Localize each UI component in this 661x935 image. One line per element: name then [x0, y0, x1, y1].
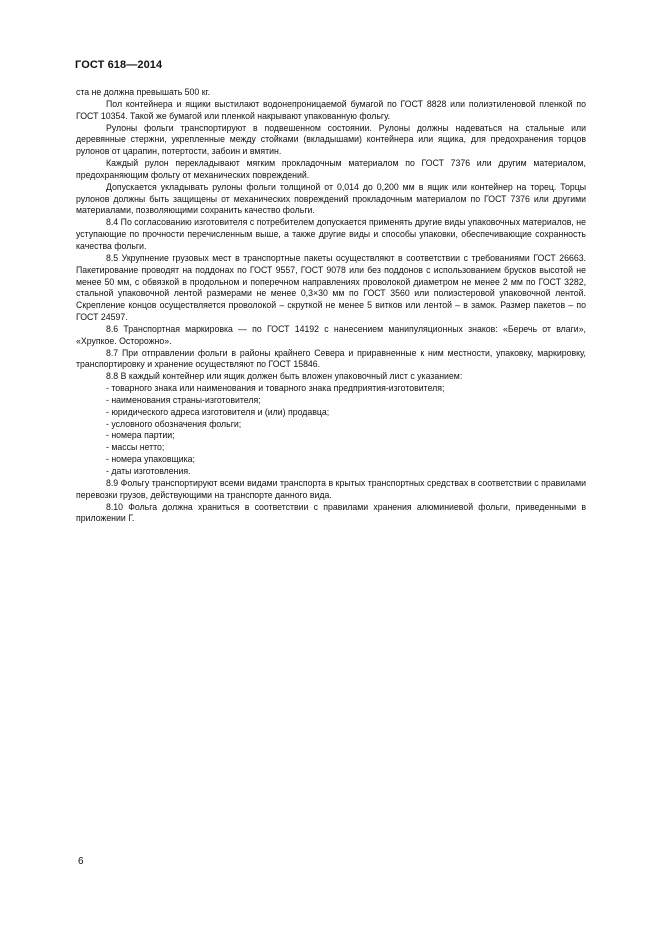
- paragraph: Пол контейнера и ящики выстилают водонепроницаемой бумагой по ГОСТ 8828 или полиэтиленовой пленкой по ГОСТ 10354. Такой же бумагой или пленкой накрывают упакованную фольгу.: [76, 98, 586, 121]
- list-item: - номера партии;: [106, 430, 175, 441]
- list-item: - товарного знака или наименования и товарного знака предприятия-изготовителя;: [106, 383, 445, 394]
- list-item: - номера упаковщика;: [106, 454, 195, 465]
- list-item: - юридического адреса изготовителя и (или) продавца;: [106, 406, 330, 417]
- list-item: - условного обозначения фольги;: [106, 418, 242, 429]
- list-item: - наименования страны-изготовителя;: [106, 394, 261, 405]
- paragraph: Каждый рулон перекладывают мягким прокладочным материалом по ГОСТ 7376 или другим материалом, предохраняющим фольгу от механических повреждений.: [76, 158, 586, 180]
- list-item: - даты изготовления.: [106, 466, 191, 476]
- paragraph-8-7: 8.7 При отправлении фольги в районы крайнего Севера и приравненные к ним местности, упаковку, маркировку, транспортировку и хранение осуществляют по ГОСТ 15846.: [76, 347, 586, 370]
- paragraph: ста не должна превышать 500 кг.: [76, 87, 211, 97]
- paragraph-8-5: 8.5 Укрупнение грузовых мест в транспортные пакеты осуществляют в соответствии с требованиями ГОСТ 26663. Пакетирование проводят на поддонах по ГОСТ 9557, ГОСТ 9078 или без поддонов с использованием брусков высотой не менее 50 мм, с обвязкой в продольном и поперечном направлениях проволокой диаметром не менее 2 мм по ГОСТ 3282, стальной упаковочной лентой размерами не менее 0,3×30 мм по ГОСТ 3560 или полиэстеровой упаковочной лентой. Скрепление концов осуществляется проволокой – скруткой не менее 5 витков или лентой – в замок. Размер пакетов – по ГОСТ 24597.: [76, 252, 586, 323]
- paragraph-8-6: 8.6 Транспортная маркировка — по ГОСТ 14192 с нанесением манипуляционных знаков: «Беречь от влаги», «Хрупкое. Осторожно».: [76, 323, 586, 346]
- paragraph-8-9: 8.9 Фольгу транспортируют всеми видами транспорта в крытых транспортных средствах в соответствии с правилами перевозки грузов, действующими на транспорте данного вида.: [76, 477, 586, 500]
- list-item: - массы нетто;: [106, 442, 165, 453]
- paragraph-8-8: 8.8 В каждый контейнер или ящик должен быть вложен упаковочный лист с указанием:: [106, 371, 463, 382]
- page-number: 6: [78, 856, 84, 867]
- paragraph: Рулоны фольги транспортируют в подвешенном состоянии. Рулоны должны надеваться на стальные или деревянные стержни, укрепленные между стойками (вкладышами) контейнера или ящика, для предохранения торцов рулонов от царапин, потертости, забоин и вмятин.: [76, 122, 586, 157]
- document-header-title: ГОСТ 618—2014: [75, 59, 163, 71]
- paragraph-8-4: 8.4 По согласованию изготовителя с потребителем допускается применять другие виды упаковочных материалов, не уступающие по прочности перечисленным выше, а также другие виды и способы упаковки, обеспечивающие сохранность качества фольги.: [76, 217, 586, 251]
- paragraph-8-10: 8.10 Фольга должна храниться в соответствии с правилами хранения алюминиевой фольги, приведенными в приложении Г.: [76, 501, 586, 524]
- paragraph: Допускается укладывать рулоны фольги толщиной от 0,014 до 0,200 мм в ящик или контейнер на торец. Торцы рулонов должны быть защищены от механических повреждений прокладочным материалом по ГОСТ 7376 или другими материалами, позволяющими сохранить качество фольги.: [76, 181, 586, 216]
- document-body: [76, 87, 586, 525]
